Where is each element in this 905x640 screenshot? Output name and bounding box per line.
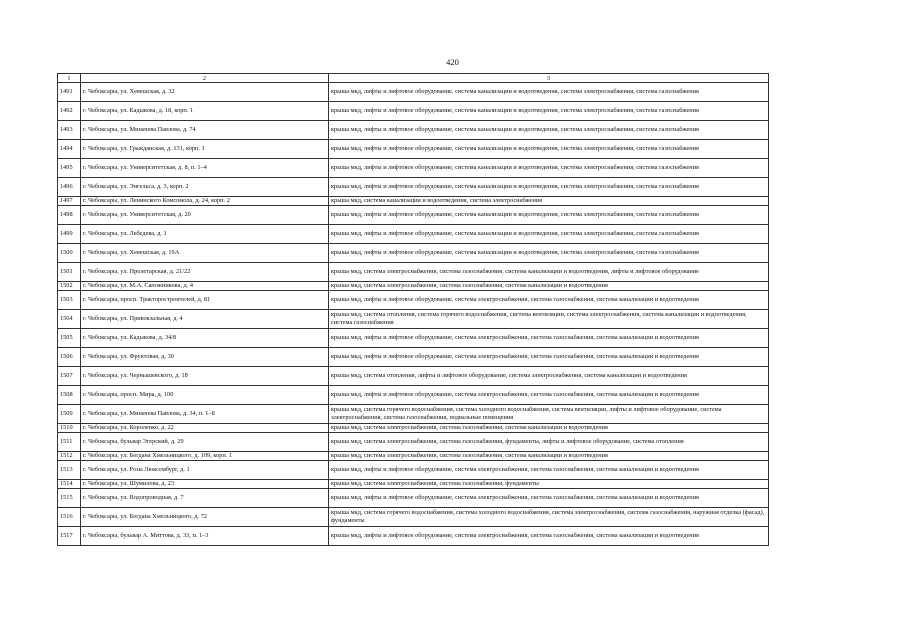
row-address: г. Чебоксары, ул. Богдана Хмельницкого, д. 109, корп. 1 (81, 452, 329, 461)
row-number: 1505 (58, 329, 81, 348)
table-row (58, 83, 769, 102)
row-number: 1499 (58, 225, 81, 244)
row-works: крыша мкд, лифты и лифтовое оборудование, система канализации и водоотведения, система электроснабжения, система газоснабжения (329, 140, 769, 159)
table-row (58, 508, 769, 527)
row-number: 1506 (58, 348, 81, 367)
row-address: г. Чебоксары, ул. Университетская, д. 20 (81, 206, 329, 225)
row-address: г. Чебоксары, ул. Хевешская, д. 19А (81, 244, 329, 263)
row-address: г. Чебоксары, просп. Мира, д. 100 (81, 386, 329, 405)
row-works: крыша мкд, лифты и лифтовое оборудование, система канализации и водоотведения, система электроснабжения, система газоснабжения (329, 244, 769, 263)
row-number: 1500 (58, 244, 81, 263)
row-address: г. Чебоксары, ул. Шумилова, д. 23 (81, 480, 329, 489)
row-works: крыша мкд, лифты и лифтовое оборудование, система канализации и водоотведения, система электроснабжения, система газоснабжения (329, 206, 769, 225)
table-row (58, 433, 769, 452)
table-row (58, 206, 769, 225)
row-number: 1493 (58, 121, 81, 140)
row-works: крыша мкд, система отопления, система горячего водоснабжения, система вентиляции, система электроснабжения, система канализации и водоотведения, система газоснабжения (329, 310, 769, 329)
table-row (58, 263, 769, 282)
row-address: г. Чебоксары, ул. Ленинского Комсомола, д. 24, корп. 2 (81, 197, 329, 206)
row-number: 1498 (58, 206, 81, 225)
row-works: крыша мкд, лифты и лифтовое оборудование, система электроснабжения, система газоснабжения, система канализации и водоотведения (329, 489, 769, 508)
row-address: г. Чебоксары, просп. Тракторостроителей, д. 81 (81, 291, 329, 310)
row-works: крыша мкд, лифты и лифтовое оборудование, система канализации и водоотведения, система электроснабжения, система газоснабжения (329, 83, 769, 102)
row-address: г. Чебоксары, ул. Кадыкова, д. 34/8 (81, 329, 329, 348)
row-number: 1515 (58, 489, 81, 508)
row-works: крыша мкд, лифты и лифтовое оборудование, система канализации и водоотведения, система электроснабжения, система газоснабжения (329, 225, 769, 244)
row-number: 1517 (58, 527, 81, 546)
table-row (58, 461, 769, 480)
row-works: крыша мкд, лифты и лифтовое оборудование, система электроснабжения, система газоснабжения, система канализации и водоотведения (329, 291, 769, 310)
row-works: крыша мкд, система электроснабжения, система газоснабжения, система канализации и водоотведения (329, 452, 769, 461)
row-number: 1495 (58, 159, 81, 178)
table-row (58, 159, 769, 178)
table-row (58, 140, 769, 159)
row-number: 1514 (58, 480, 81, 489)
row-works: крыша мкд, лифты и лифтовое оборудование, система канализации и водоотведения, система электроснабжения, система газоснабжения (329, 159, 769, 178)
row-number: 1503 (58, 291, 81, 310)
row-number: 1497 (58, 197, 81, 206)
table-row (58, 329, 769, 348)
row-number: 1492 (58, 102, 81, 121)
table-body (58, 74, 769, 546)
row-works: крыша мкд, лифты и лифтовое оборудование, система электроснабжения, система газоснабжения, система канализации и водоотведения (329, 329, 769, 348)
row-number: 1496 (58, 178, 81, 197)
table-row (58, 367, 769, 386)
table-row (58, 121, 769, 140)
row-works: крыша мкд, лифты и лифтовое оборудование, система электроснабжения, система газоснабжения, система канализации и водоотведения (329, 386, 769, 405)
row-works: крыша мкд, лифты и лифтовое оборудование, система канализации и водоотведения, система электроснабжения, система газоснабжения (329, 102, 769, 121)
row-number: 1504 (58, 310, 81, 329)
row-address: г. Чебоксары, ул. Лебедева, д. 1 (81, 225, 329, 244)
row-address: г. Чебоксары, ул. Розы Люксембург, д. 1 (81, 461, 329, 480)
table-header-row (58, 74, 769, 83)
row-address: г. Чебоксары, ул. Пролетарская, д. 21/22 (81, 263, 329, 282)
row-number: 1491 (58, 83, 81, 102)
table-row (58, 102, 769, 121)
row-address: г. Чебоксары, ул. Миначева Павлова, д. 74 (81, 121, 329, 140)
table-row (58, 178, 769, 197)
row-works: крыша мкд, лифты и лифтовое оборудование, система электроснабжения, система газоснабжения, система канализации и водоотведения (329, 461, 769, 480)
row-address: г. Чебоксары, ул. Миначева Павлова, д. 34, п. 1–8 (81, 405, 329, 424)
row-address: г. Чебоксары, ул. Гражданская, д. 131, корп. 1 (81, 140, 329, 159)
row-works: крыша мкд, система горячего водоснабжения, система холодного водоснабжения, система вентиляции, лифты и лифтовое оборудование, система электроснабжения, система газоснабжения, подвальные помещения (329, 405, 769, 424)
row-address: г. Чебоксары, ул. Богдана Хмельницкого, д. 72 (81, 508, 329, 527)
row-works: крыша мкд, система канализации и водоотведения, система электроснабжения (329, 197, 769, 206)
row-number: 1512 (58, 452, 81, 461)
repair-list-table (57, 73, 769, 546)
row-works: крыша мкд, система горячего водоснабжения, система холодного водоснабжения, система электроснабжения, система газоснабжения, наружная отделка (фасад), фундаменты (329, 508, 769, 527)
table-row (58, 348, 769, 367)
column-header-3: 3 (329, 74, 769, 83)
row-works: крыша мкд, система электроснабжения, система газоснабжения, система канализации и водоотведения, лифты и лифтовое оборудование (329, 263, 769, 282)
row-address: г. Чебоксары, ул. Университетская, д. 8, п. 1–4 (81, 159, 329, 178)
row-works: крыша мкд, система электроснабжения, система газоснабжения, система канализации и водоотведения (329, 424, 769, 433)
row-number: 1508 (58, 386, 81, 405)
table-row (58, 452, 769, 461)
row-number: 1494 (58, 140, 81, 159)
row-number: 1509 (58, 405, 81, 424)
column-header-2: 2 (81, 74, 329, 83)
row-works: крыша мкд, система отопления, лифты и лифтовое оборудование, система электроснабжения, система канализации и водоотведения (329, 367, 769, 386)
row-number: 1501 (58, 263, 81, 282)
table-row (58, 405, 769, 424)
row-number: 1516 (58, 508, 81, 527)
row-works: крыша мкд, система электроснабжения, система газоснабжения, фундаменты (329, 480, 769, 489)
row-address: г. Чебоксары, ул. Привокзальная, д. 4 (81, 310, 329, 329)
row-address: г. Чебоксары, ул. Кадыкова, д. 18, корп. 1 (81, 102, 329, 121)
table-row (58, 225, 769, 244)
row-address: г. Чебоксары, ул. Хевешская, д. 32 (81, 83, 329, 102)
table-row (58, 480, 769, 489)
row-address: г. Чебоксары, ул. Чернышевского, д. 18 (81, 367, 329, 386)
column-header-1: 1 (58, 74, 81, 83)
row-works: крыша мкд, лифты и лифтовое оборудование, система электроснабжения, система газоснабжения, система канализации и водоотведения (329, 348, 769, 367)
table-row (58, 424, 769, 433)
table-row (58, 527, 769, 546)
row-number: 1510 (58, 424, 81, 433)
page-number: 420 (446, 57, 459, 67)
table-row (58, 291, 769, 310)
row-works: крыша мкд, лифты и лифтовое оборудование, система канализации и водоотведения, система электроснабжения, система газоснабжения (329, 178, 769, 197)
table-row (58, 197, 769, 206)
row-works: крыша мкд, лифты и лифтовое оборудование, система электроснабжения, система газоснабжения, система канализации и водоотведения (329, 527, 769, 546)
row-number: 1507 (58, 367, 81, 386)
row-address: г. Чебоксары, ул. М.А. Сапожникова, д. 4 (81, 282, 329, 291)
row-address: г. Чебоксары, ул. Энгельса, д. 3, корп. 2 (81, 178, 329, 197)
row-address: г. Чебоксары, ул. Фруктовая, д. 30 (81, 348, 329, 367)
row-works: крыша мкд, система электроснабжения, система газоснабжения, фундаменты, лифты и лифтовое оборудование, система отопления (329, 433, 769, 452)
table-row (58, 310, 769, 329)
table-row (58, 244, 769, 263)
row-address: г. Чебоксары, бульвар А. Миттова, д. 33, п. 1–3 (81, 527, 329, 546)
row-number: 1511 (58, 433, 81, 452)
row-works: крыша мкд, система электроснабжения, система газоснабжения, система канализации и водоотведения (329, 282, 769, 291)
table-row (58, 386, 769, 405)
row-address: г. Чебоксары, бульвар Эгерский, д. 29 (81, 433, 329, 452)
row-number: 1513 (58, 461, 81, 480)
row-address: г. Чебоксары, ул. Короленко, д. 22 (81, 424, 329, 433)
table-row (58, 489, 769, 508)
table-row (58, 282, 769, 291)
row-number: 1502 (58, 282, 81, 291)
row-works: крыша мкд, лифты и лифтовое оборудование, система канализации и водоотведения, система электроснабжения, система газоснабжения (329, 121, 769, 140)
row-address: г. Чебоксары, ул. Водопроводная, д. 7 (81, 489, 329, 508)
